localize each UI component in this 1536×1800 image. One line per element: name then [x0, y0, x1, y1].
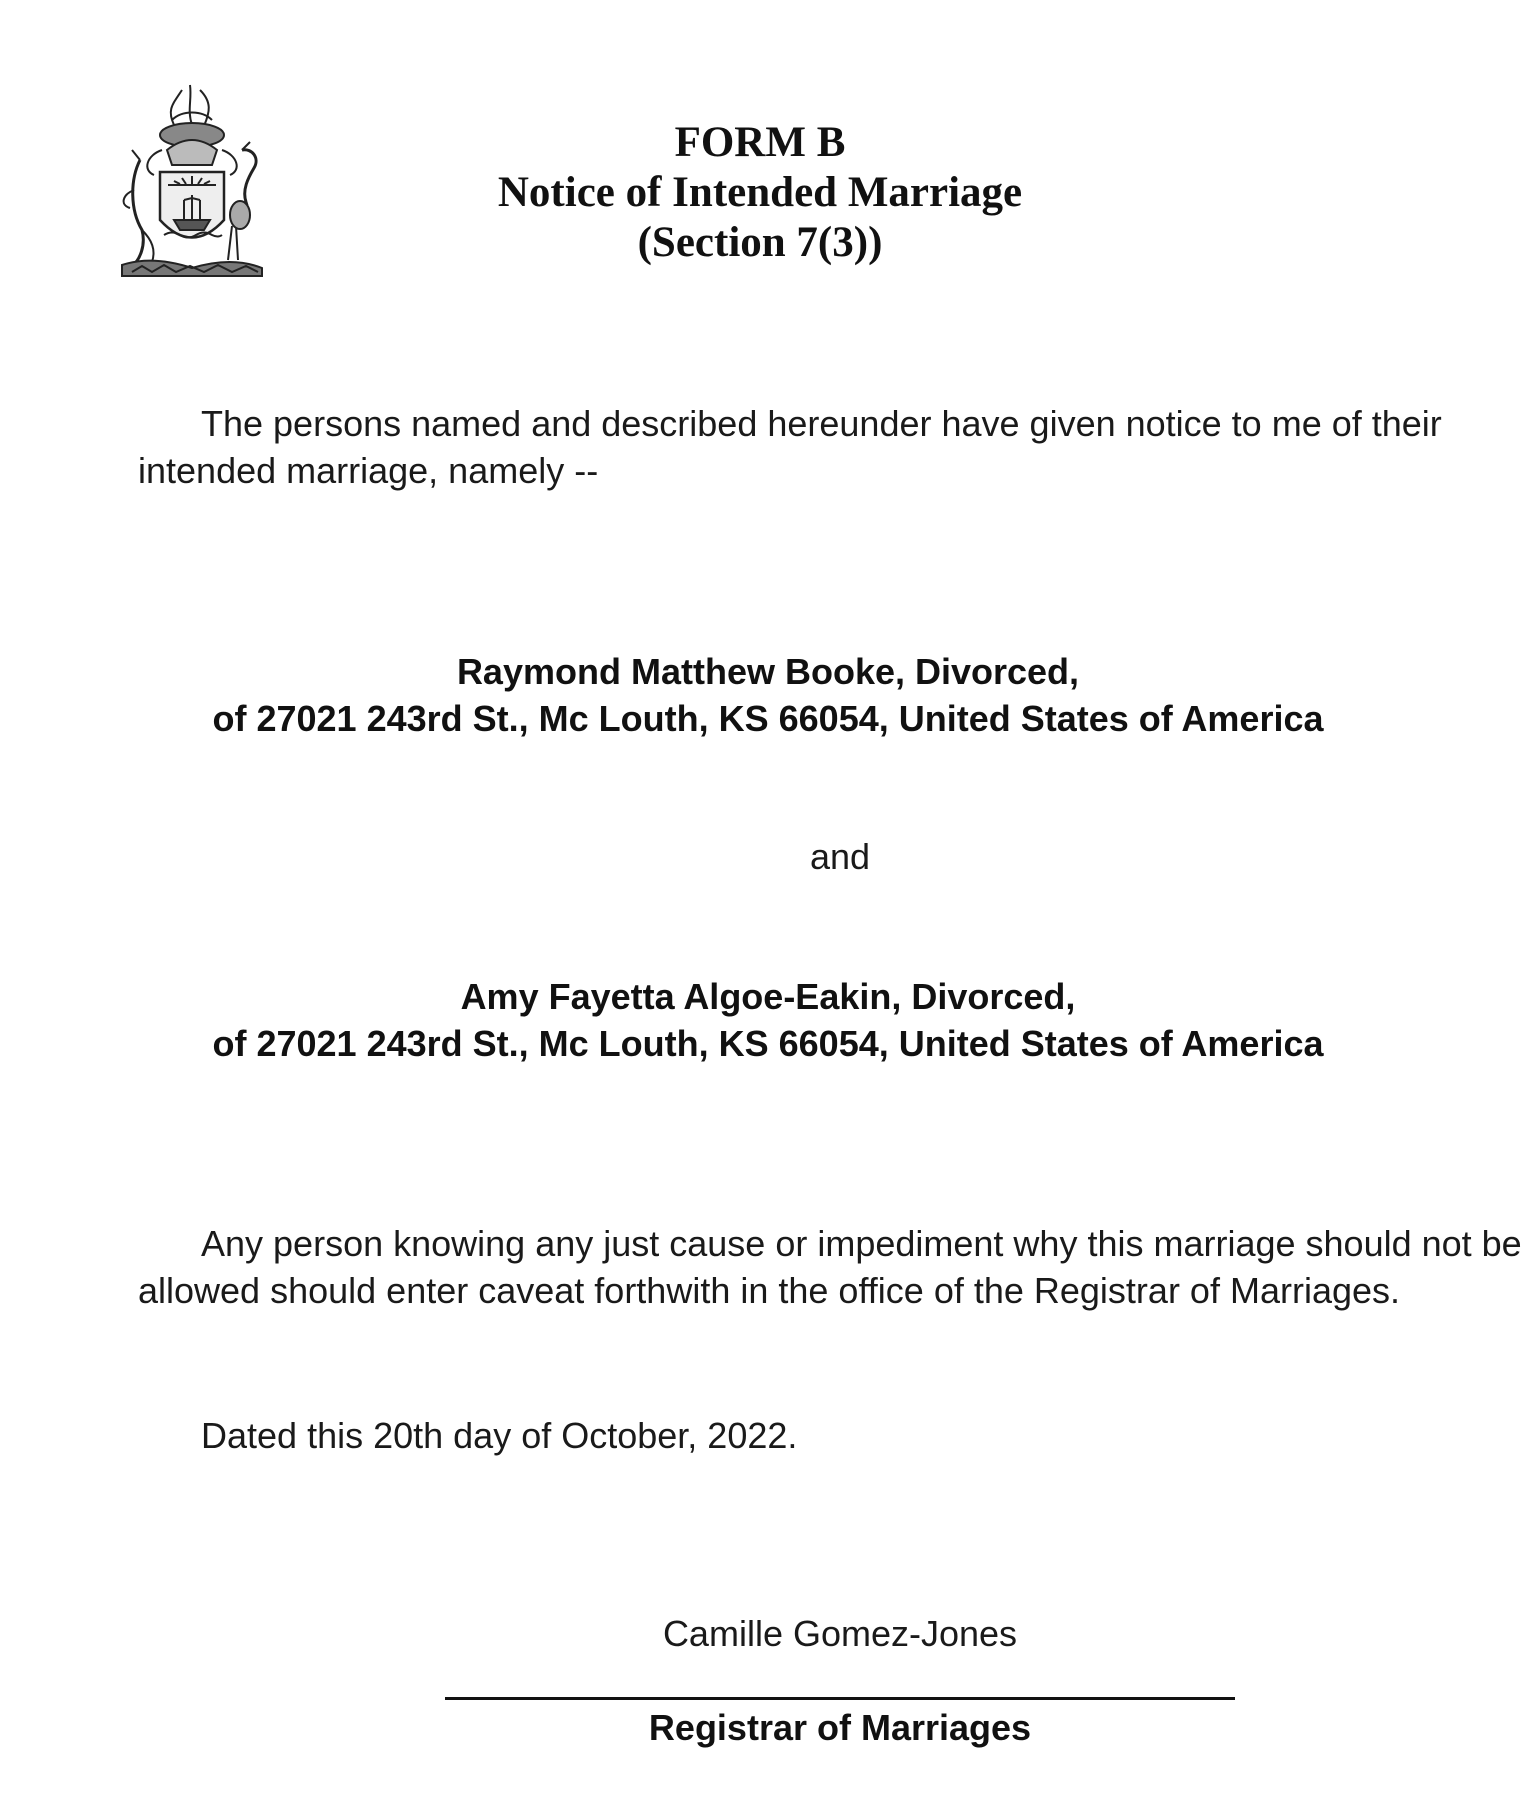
intro-paragraph	[138, 400, 1528, 494]
caveat-paragraph	[138, 1220, 1528, 1314]
party-one	[0, 648, 1536, 742]
section-reference: (Section 7(3))	[637, 219, 883, 266]
dated-line: Dated this 20th day of October, 2022.	[201, 1415, 798, 1456]
conjunction: and	[809, 836, 871, 877]
form-header	[360, 118, 1160, 268]
caveat-text: Any person knowing any just cause or impediment why this marriage should not be allowed should enter caveat forthwith in the office of the Registrar of Marriages.	[138, 1223, 1522, 1311]
party-two	[0, 973, 1536, 1067]
coat-of-arms-icon	[112, 80, 272, 280]
party-two-address: of 27021 243rd St., Mc Louth, KS 66054, United States of America	[212, 1023, 1324, 1064]
party-one-name: Raymond Matthew Booke, Divorced,	[456, 651, 1080, 692]
party-two-name: Amy Fayetta Algoe-Eakin, Divorced,	[460, 976, 1076, 1017]
signer-name: Camille Gomez-Jones	[662, 1613, 1018, 1654]
signer-title: Registrar of Marriages	[648, 1707, 1032, 1748]
party-one-address: of 27021 243rd St., Mc Louth, KS 66054, United States of America	[212, 698, 1324, 739]
signature-line	[445, 1697, 1235, 1700]
form-label: FORM B	[674, 119, 846, 166]
page-title: Notice of Intended Marriage	[497, 169, 1023, 216]
intro-text: The persons named and described hereunder have given notice to me of their intended marriage, namely --	[138, 403, 1442, 491]
